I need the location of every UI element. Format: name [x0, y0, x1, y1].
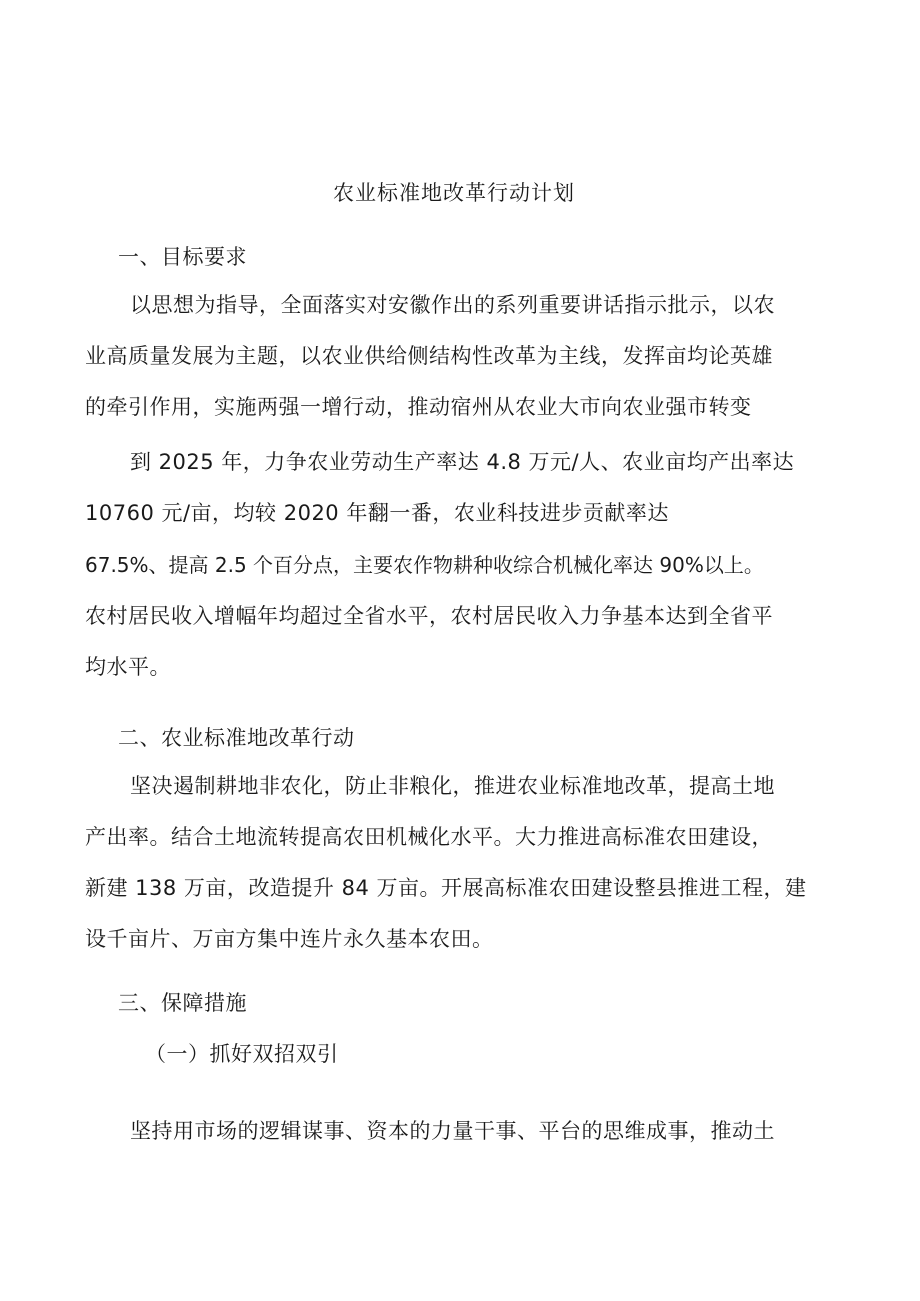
- paragraph-line: 产出率。结合土地流转提高农田机械化水平。大力推进高标准农田建设，: [85, 825, 773, 849]
- paragraph-line: 新建 138 万亩，改造提升 84 万亩。开展高标准农田建设整县推进工程，建: [85, 876, 807, 900]
- paragraph-line: 67.5%、提高 2.5 个百分点，主要农作物耕种收综合机械化率达 90%以上。: [85, 553, 764, 577]
- paragraph-line: 的牵引作用，实施两强一增行动，推动宿州从农业大市向农业强市转变: [85, 395, 752, 419]
- section-heading: 三、保障措施: [118, 991, 247, 1015]
- section-heading: 二、农业标准地改革行动: [118, 726, 355, 750]
- paragraph-line: 坚决遏制耕地非农化，防止非粮化，推进农业标准地改革，提高土地: [130, 774, 775, 798]
- paragraph-line: 均水平。: [85, 655, 171, 679]
- sub-heading: （一）抓好双招双引: [145, 1042, 339, 1066]
- document-title: 农业标准地改革行动计划: [333, 181, 575, 205]
- paragraph-line: 坚持用市场的逻辑谋事、资本的力量干事、平台的思维成事，推动土: [130, 1119, 775, 1143]
- paragraph-line: 以思想为指导，全面落实对安徽作出的系列重要讲话指示批示，以农: [130, 293, 775, 317]
- section-heading: 一、目标要求: [118, 245, 247, 269]
- paragraph-line: 农村居民收入增幅年均超过全省水平，农村居民收入力争基本达到全省平: [85, 604, 773, 628]
- paragraph-line: 到 2025 年，力争农业劳动生产率达 4.8 万元/人、农业亩均产出率达: [130, 450, 795, 474]
- paragraph-line: 10760 元/亩，均较 2020 年翻一番，农业科技进步贡献率达: [85, 501, 669, 525]
- paragraph-line: 设千亩片、万亩方集中连片永久基本农田。: [85, 927, 494, 951]
- paragraph-line: 业高质量发展为主题，以农业供给侧结构性改革为主线，发挥亩均论英雄: [85, 344, 773, 368]
